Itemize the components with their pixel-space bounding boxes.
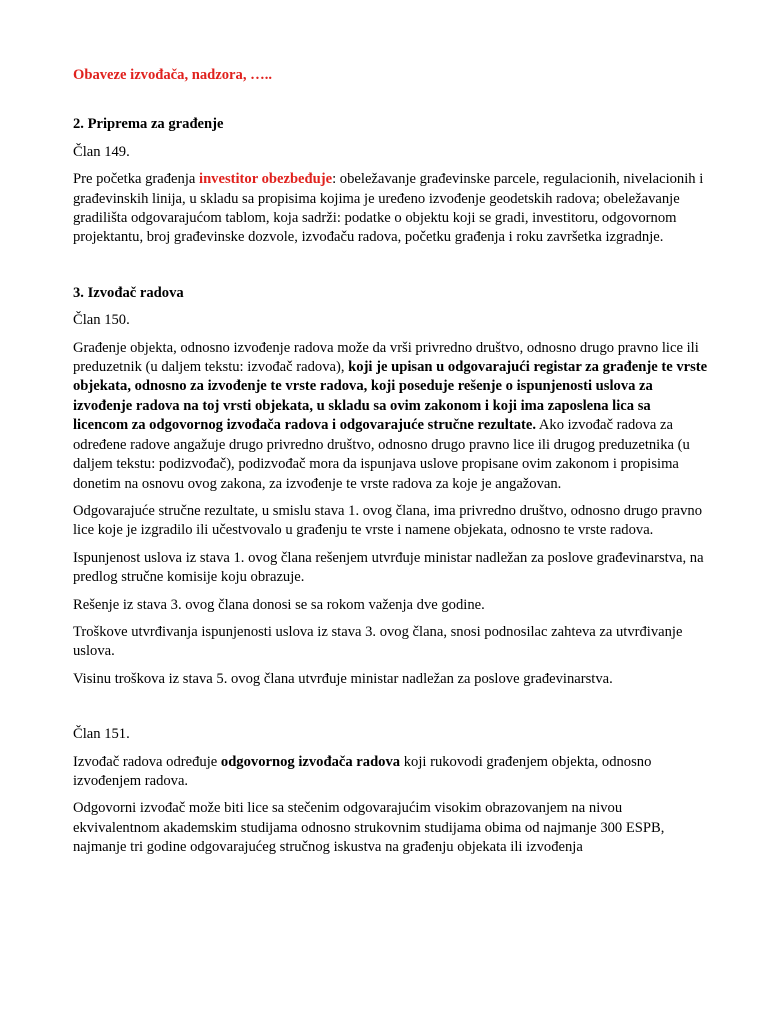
section-gap [73, 697, 708, 725]
clan-149-p1-highlight: investitor obezbeđuje [199, 171, 333, 188]
clan-150-paragraph-1 [73, 339, 708, 494]
clan-149-p1-text-after: : obeležavanje građevinske parcele, regulacionih, nivelacionih i građevinskih linija, u skladu sa propisima kojima je uređeno izvođenje geodetskih radova; obeležavanje gradilišta odgovarajućom tablom, koja sadrži: podatke o objektu koji se gradi, investitoru, odgovornom projektantu, broj građevinske dozvole, izvođaču radova, početku građenja i roku završetka izgradnje. [73, 171, 704, 246]
clan-150-paragraph-2: Odgovarajuće stručne rezultate, u smislu stava 1. ovog člana, ima privredno društvo, odnosno drugo pravno lice koje je izgradilo ili učestvovalo u građenju te vrste i namene objekata, odnosno te vrste radova. [73, 502, 702, 539]
document-heading: Obaveze izvođača, nadzora, ….. [73, 67, 273, 83]
clan-150-paragraph-6: Visinu troškova iz stava 5. ovog člana utvrđuje ministar nadležan za poslove građevinarstva. [73, 670, 613, 687]
clan-151-label: Član 151. [73, 726, 130, 743]
section-gap [73, 256, 708, 284]
clan-150-paragraph-5: Troškove utvrđivanja ispunjenosti uslova iz stava 3. ovog člana, snosi podnosilac zahteva za utvrđivanje uslova. [73, 623, 683, 660]
clan-151-p1-text-before: Izvođač radova određuje [73, 753, 221, 770]
clan-149-p1-text-before: Pre početka građenja [73, 171, 200, 188]
clan-150-p1-bold: koji je upisan u odgovarajući registar za građenje te vrste objekata, odnosno za izvođenje te vrste radova, koji poseduje rešenje o ispunjenosti uslova za izvođenje radova na toj vrsti objekata, u skladu sa ovim zakonom i koji ima zaposlena lica sa licencom za odgovornog izvođača radova i odgovarajuće stručne rezultate. [73, 359, 708, 434]
section-2-title: 2. Priprema za građenje [73, 116, 224, 133]
clan-150-paragraph-4: Rešenje iz stava 3. ovog člana donosi se sa rokom važenja dve godine. [73, 596, 485, 613]
clan-151-p1-bold: odgovornog izvođača radova [220, 753, 401, 770]
clan-149-paragraph-1 [73, 170, 708, 248]
clan-149-label: Član 149. [73, 143, 130, 160]
clan-150-paragraph-3: Ispunjenost uslova iz stava 1. ovog člana rešenjem utvrđuje ministar nadležan za poslove građevinarstva, na predlog stručne komisije koju obrazuje. [73, 549, 704, 586]
clan-150-p1-text-after: Ako izvođač radova za određene radove angažuje drugo privredno društvo, odnosno drugo pravno lice ili drugog preduzetnika (u daljem tekstu: podizvođač), podizvođač mora da ispunjava uslove propisane ovim zakonom i propisima donetim na osnovu ovog zakona, za izvođenje te vrste radova za koje je angažovan. [73, 417, 690, 492]
clan-151-p1-text-after: koji rukovodi građenjem objekta, odnosno izvođenjem radova. [73, 753, 652, 789]
section-3-title: 3. Izvođač radova [73, 284, 184, 301]
clan-150-label: Član 150. [73, 312, 130, 329]
clan-150-p1-text-before: Građenje objekta, odnosno izvođenje radova može da vrši privredno društvo, odnosno drugo pravno lice ili preduzetnik (u daljem tekstu: izvođač radova), [73, 339, 699, 376]
clan-151-paragraph-1 [73, 753, 708, 792]
clan-151-paragraph-2: Odgovorni izvođač može biti lice sa stečenim odgovarajućim visokim obrazovanjem na nivou ekvivalentnom akademskim studijama odnosno strukovnim studijama obima od najmanje 300 ESPB, najmanje tri godine odgovarajućeg stručnog iskustva na građenju objekata ili izvođenja [73, 800, 665, 856]
